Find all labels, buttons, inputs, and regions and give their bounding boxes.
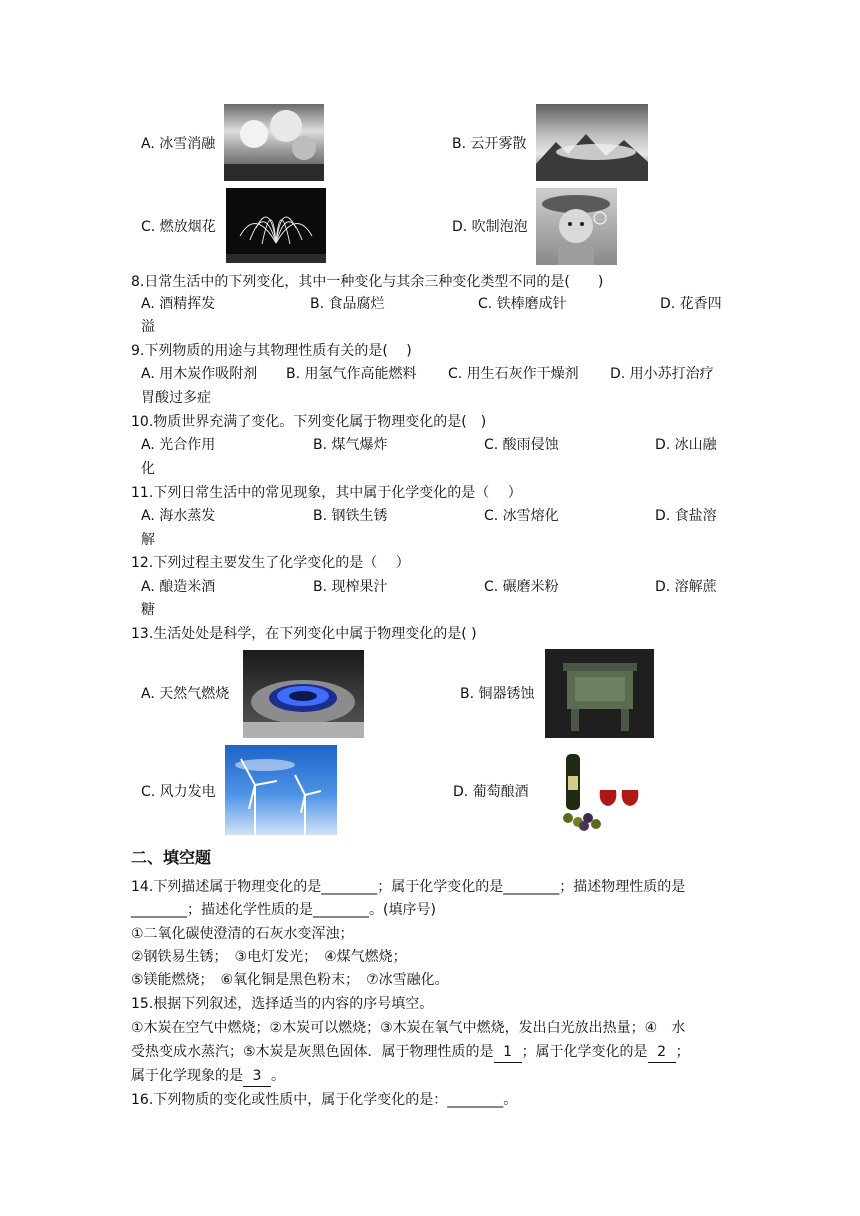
- q15-blank-3: 3: [243, 1066, 271, 1087]
- clouds-dispersing-photo: [536, 104, 648, 181]
- q8-option-d: D. 花香四: [660, 296, 722, 312]
- q15-line3-text-1: 受热变成水蒸汽；⑤木炭是灰黑色固体．属于物理性质的是: [131, 1044, 494, 1060]
- q13-stem: 13.生活处处是科学，在下列变化中属于物理变化的是( ): [131, 626, 477, 642]
- q15-line4-text-1: 属于化学现象的是: [131, 1068, 243, 1084]
- q10-option-a: A. 光合作用: [141, 437, 216, 453]
- q15-blank-1: 1: [494, 1042, 522, 1063]
- q15-line3-text-3: ；: [675, 1044, 690, 1060]
- q14-line4: ②钢铁易生锈； ③电灯发光； ④煤气燃烧；: [131, 949, 407, 965]
- ice-melting-photo: [224, 104, 324, 181]
- section-title: 二、填空题: [131, 848, 212, 867]
- q7-option-d: D. 吹制泡泡: [452, 219, 528, 235]
- q15-line2: ①木炭在空气中燃烧；②木炭可以燃烧；③木炭在氧气中燃烧，发出白光放出热量；④ 水: [131, 1020, 686, 1036]
- q13-option-d: D. 葡萄酿酒: [453, 784, 529, 800]
- q15-line4-text-2: 。: [271, 1068, 285, 1084]
- q12-stem: 12.下列过程主要发生了化学变化的是（ ）: [131, 555, 410, 571]
- q9-option-a: A. 用木炭作吸附剂: [141, 366, 258, 382]
- gas-stove-flame-photo: [243, 650, 364, 738]
- blowing-bubbles-photo: [536, 188, 617, 265]
- q7-option-a: A. 冰雪消融: [141, 136, 216, 152]
- q10-stem: 10.物质世界充满了变化。下列变化属于物理变化的是( ): [131, 414, 487, 430]
- q10-option-d: D. 冰山融: [655, 437, 717, 453]
- q11-option-c: C. 冰雪熔化: [484, 508, 559, 524]
- q9-option-b: B. 用氢气作高能燃料: [286, 366, 417, 382]
- q11-option-d: D. 食盐溶: [655, 508, 717, 524]
- q7-option-c: C. 燃放烟花: [141, 219, 216, 235]
- q7-option-b: B. 云开雾散: [452, 136, 527, 152]
- q15-line1: 15.根据下列叙述，选择适当的内容的序号填空。: [131, 996, 434, 1012]
- q15-line3: [131, 1042, 690, 1063]
- q15-line3-text-2: ；属于化学变化的是: [521, 1044, 648, 1060]
- fireworks-photo: [226, 188, 326, 263]
- q13-option-c: C. 风力发电: [141, 784, 216, 800]
- q12-option-a: A. 酿造米酒: [141, 579, 216, 595]
- q14-line2: ________；描述化学性质的是________。(填序号): [131, 902, 436, 918]
- q8-option-c: C. 铁棒磨成针: [478, 296, 567, 312]
- q12-option-d: D. 溶解蔗: [655, 579, 717, 595]
- q11-option-d-continued: 解: [141, 532, 155, 548]
- bronze-vessel-photo: [545, 649, 654, 738]
- q12-option-b: B. 现榨果汁: [313, 579, 388, 595]
- q11-option-a: A. 海水蒸发: [141, 508, 216, 524]
- q14-line5: ⑤镁能燃烧； ⑥氧化铜是黑色粉末； ⑦冰雪融化。: [131, 972, 449, 988]
- q9-stem: 9.下列物质的用途与其物理性质有关的是( ): [131, 343, 412, 359]
- q11-stem: 11.下列日常生活中的常见现象，其中属于化学变化的是（ ）: [131, 485, 522, 501]
- q8-option-a: A. 酒精挥发: [141, 296, 216, 312]
- q9-option-d: D. 用小苏打治疗: [610, 366, 714, 382]
- q9-option-d-continued: 胃酸过多症: [141, 390, 211, 406]
- q8-stem: 8.日常生活中的下列变化，其中一种变化与其余三种变化类型不同的是( ): [131, 274, 604, 290]
- q13-option-b: B. 铜器锈蚀: [460, 686, 535, 702]
- q12-option-c: C. 碾磨米粉: [484, 579, 559, 595]
- q11-option-b: B. 钢铁生锈: [313, 508, 388, 524]
- q14-line3: ①二氧化碳使澄清的石灰水变浑浊；: [131, 926, 354, 942]
- q15-line4: [131, 1066, 285, 1087]
- q8-option-b: B. 食品腐烂: [310, 296, 385, 312]
- q10-option-c: C. 酸雨侵蚀: [484, 437, 559, 453]
- wind-turbines-photo: [225, 745, 337, 835]
- q16-stem: 16.下列物质的变化或性质中，属于化学变化的是：________。: [131, 1092, 518, 1108]
- q10-option-b: B. 煤气爆炸: [313, 437, 388, 453]
- q9-option-c: C. 用生石灰作干燥剂: [448, 366, 579, 382]
- q10-option-d-continued: 化: [141, 461, 155, 477]
- q15-blank-2: 2: [648, 1042, 676, 1063]
- grape-wine-photo: [538, 746, 660, 836]
- q13-option-a: A. 天然气燃烧: [141, 686, 230, 702]
- q12-option-d-continued: 糖: [141, 602, 155, 618]
- q8-option-d-continued: 溢: [141, 319, 155, 335]
- q14-line1: 14.下列描述属于物理变化的是________；属于化学变化的是________；描述物理性质的是: [131, 879, 686, 895]
